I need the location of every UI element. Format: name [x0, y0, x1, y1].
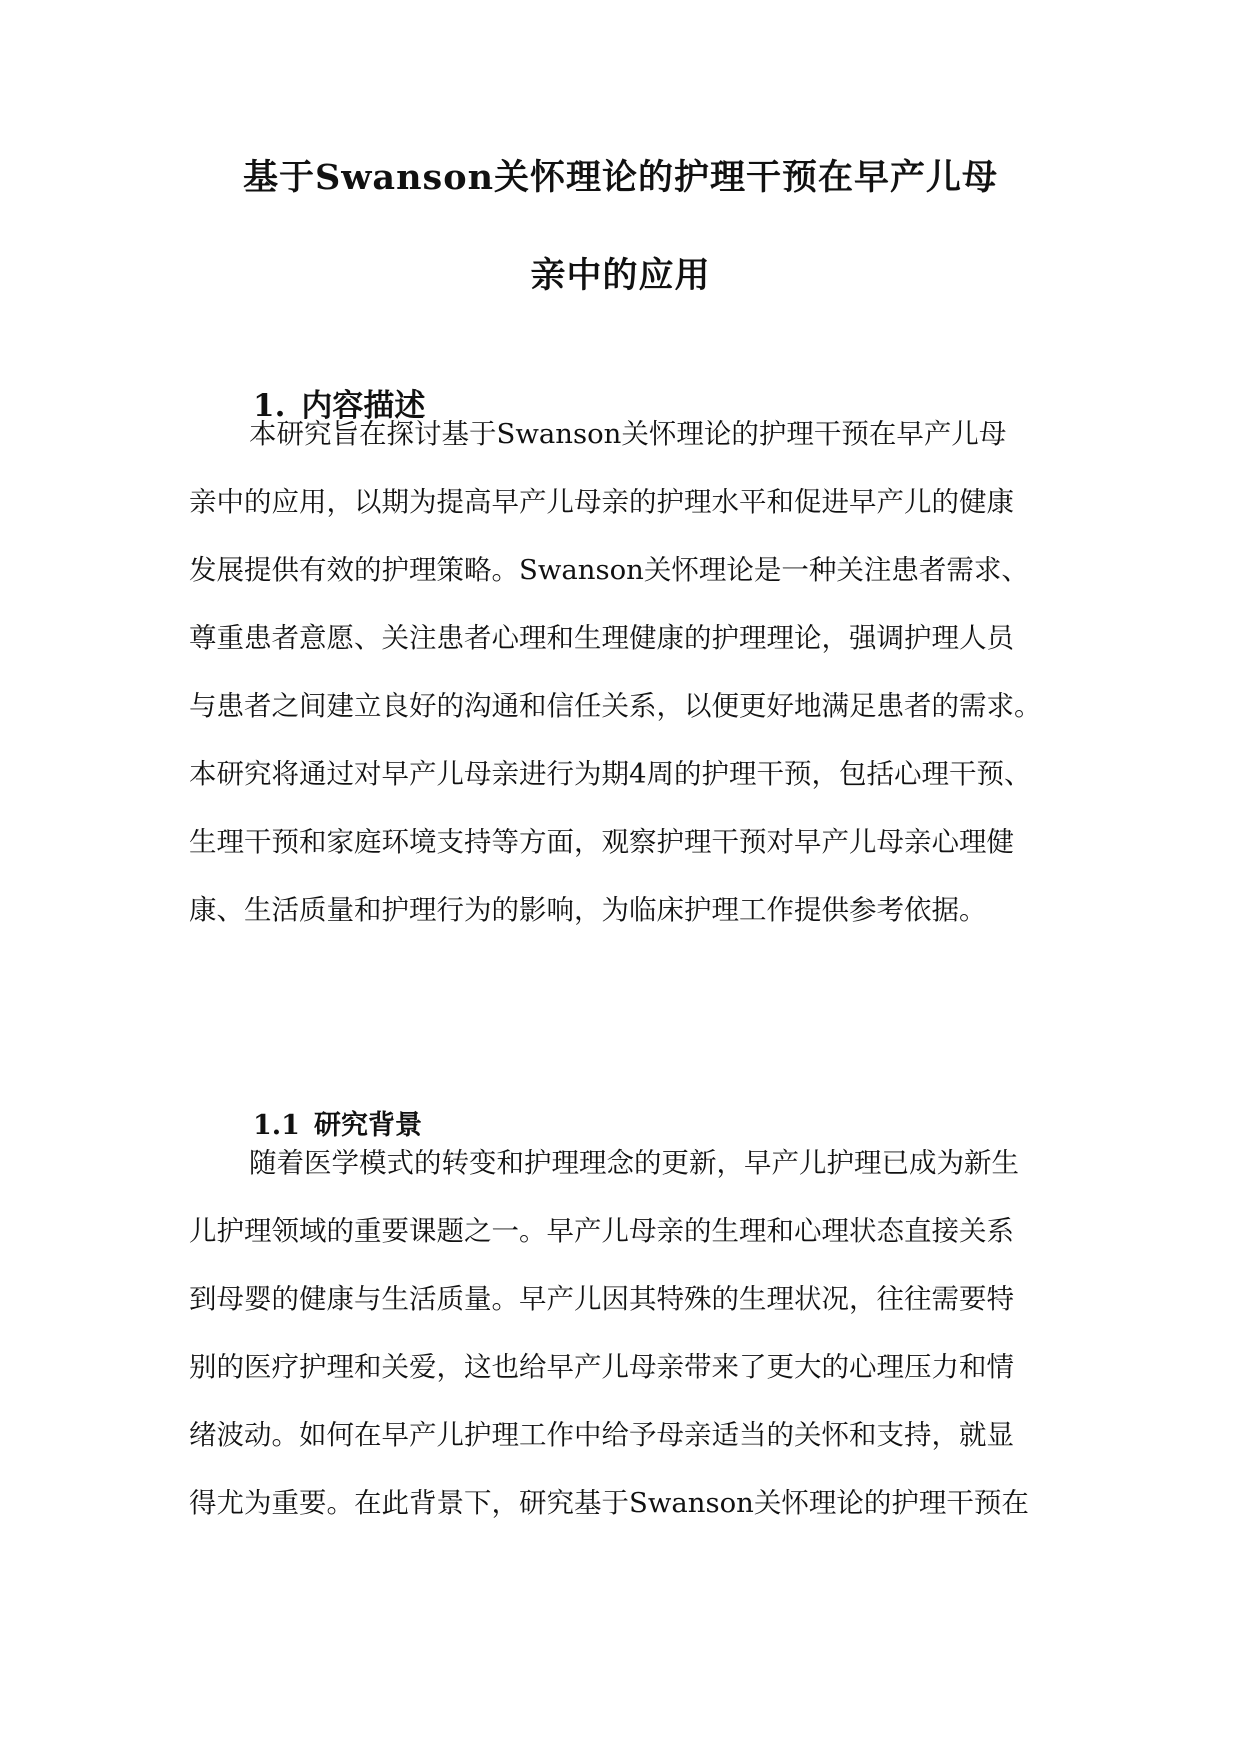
- paragraph-line: 发展提供有效的护理策略。Swanson关怀理论是一种关注患者需求、: [189, 554, 1029, 586]
- section-number: 1.1: [253, 1110, 300, 1141]
- section-title: 研究背景: [313, 1110, 422, 1141]
- paragraph-line: 得尤为重要。在此背景下，研究基于Swanson关怀理论的护理干预在: [189, 1487, 1029, 1519]
- paragraph-line: 儿护理领域的重要课题之一。早产儿母亲的生理和心理状态直接关系: [189, 1215, 1014, 1247]
- document-title-line-1: 基于Swanson关怀理论的护理干预在早产儿母: [242, 157, 999, 198]
- paragraph-line: 尊重患者意愿、关注患者心理和生理健康的护理理论，强调护理人员: [189, 622, 1014, 654]
- paragraph-line: 本研究旨在探讨基于Swanson关怀理论的护理干预在早产儿母: [249, 418, 1007, 450]
- paragraph-line: 与患者之间建立良好的沟通和信任关系，以便更好地满足患者的需求。: [189, 690, 1042, 722]
- section-number: 1.: [253, 388, 286, 424]
- section-heading-1-1: [253, 1103, 422, 1142]
- paragraph-line: 绪波动。如何在早产儿护理工作中给予母亲适当的关怀和支持，就显: [189, 1419, 1014, 1451]
- section-title: 内容描述: [301, 388, 426, 424]
- document-title-line-2: 亲中的应用: [530, 255, 711, 296]
- paragraph-line: 别的医疗护理和关爱，这也给早产儿母亲带来了更大的心理压力和情: [189, 1351, 1014, 1383]
- paragraph-line: 本研究将通过对早产儿母亲进行为期4周的护理干预，包括心理干预、: [189, 758, 1032, 790]
- paragraph-line: 亲中的应用，以期为提高早产儿母亲的护理水平和促进早产儿的健康: [189, 486, 1014, 518]
- paragraph-line: 到母婴的健康与生活质量。早产儿因其特殊的生理状况，往往需要特: [189, 1283, 1014, 1315]
- paragraph-line: 生理干预和家庭环境支持等方面，观察护理干预对早产儿母亲心理健: [189, 826, 1014, 858]
- paragraph-line: 随着医学模式的转变和护理理念的更新，早产儿护理已成为新生: [249, 1147, 1019, 1179]
- paragraph-line: 康、生活质量和护理行为的影响，为临床护理工作提供参考依据。: [189, 894, 987, 926]
